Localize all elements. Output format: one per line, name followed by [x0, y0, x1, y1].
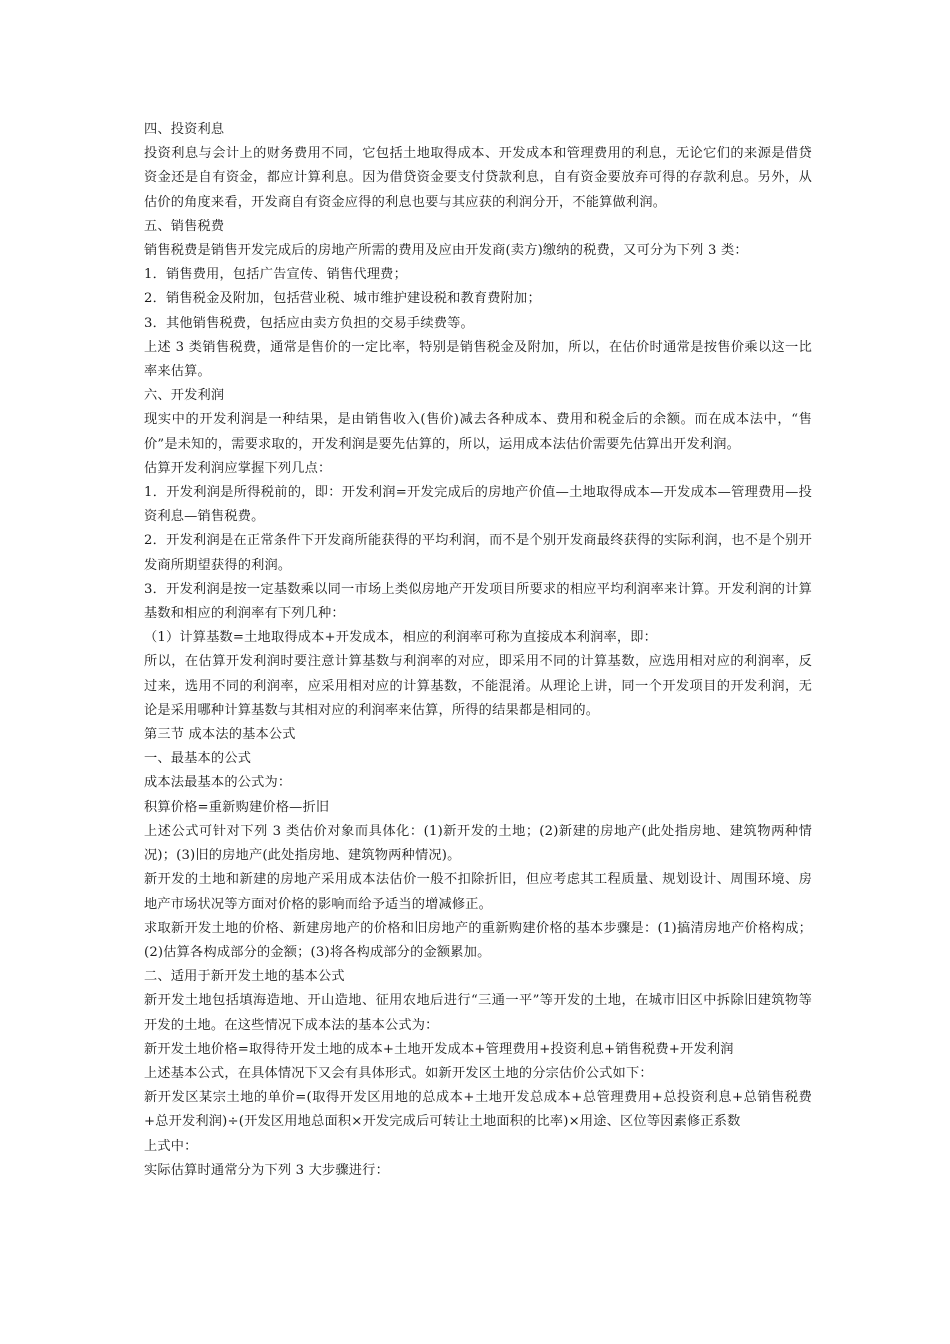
section-heading-new-land-formula: 二、适用于新开发土地的基本公式: [144, 969, 345, 985]
section-heading-development-profit: 六、开发利润: [144, 388, 225, 404]
paragraph-in-formula: 上式中：: [144, 1138, 198, 1154]
document-page: [144, 118, 812, 1183]
paragraph-base-rate-correspondence: 所以，在估算开发利润时要注意计算基数与利润率的对应，即采用不同的计算基数，应选用相对应的利润率，反过来，选用不同的利润率，应采用相对应的计算基数，不能混淆。从理论上讲，同一个开发项目的开发利润，无论是采用哪种计算基数与其相对应的利润率来估算，所得的结果都是相同的。: [144, 654, 812, 718]
list-item-sales-cost: 1．销售费用，包括广告宣传、销售代理费；: [144, 267, 407, 283]
list-item-other-sales-tax: 3．其他销售税费，包括应由卖方负担的交易手续费等。: [144, 315, 474, 331]
formula-parcel-unit-price: 新开发区某宗土地的单价=(取得开发区用地的总成本+土地开发总成本+总管理费用+总投资利息+总销售税费+总开发利润)÷(开发区用地总面积×开发完成后可转让土地面积的比率)×用途、区位等因素修正系数: [144, 1090, 812, 1130]
paragraph-sales-tax-estimate: 上述 3 类销售税费，通常是售价的一定比率，特别是销售税金及附加，所以，在估价时通常是按售价乘以这一比率来估算。: [144, 339, 812, 380]
paragraph-basic-formula-intro: 成本法最基本的公式为：: [144, 775, 292, 791]
paragraph-no-depreciation: 新开发的土地和新建的房地产采用成本法估价一般不扣除折旧，但应考虑其工程质量、规划设计、周围环境、房地产市场状况等方面对价格的影响而给予适当的增减修正。: [144, 872, 812, 912]
paragraph-sales-tax-intro: 销售税费是销售开发完成后的房地产所需的费用及应由开发商(卖方)缴纳的税费，又可分为下列 3 类：: [144, 243, 748, 259]
paragraph-development-profit: 现实中的开发利润是一种结果，是由销售收入(售价)减去各种成本、费用和税金后的余额。而在成本法中，“售价”是未知的，需要求取的，开发利润是要先估算的，所以，运用成本法估价需要先估算出开发利润。: [144, 412, 812, 452]
paragraph-three-steps: 实际估算时通常分为下列 3 大步骤进行：: [144, 1162, 389, 1178]
list-item-profit-average: 2．开发利润是在正常条件下开发商所能获得的平均利润，而不是个别开发商最终获得的实际利润，也不是个别开发商所期望获得的利润。: [144, 533, 812, 573]
list-item-base-direct-cost: （1）计算基数=土地取得成本+开发成本，相应的利润率可称为直接成本利润率，即：: [144, 630, 658, 646]
section-heading-investment-interest: 四、投资利息: [144, 122, 225, 137]
section-heading-most-basic-formula: 一、最基本的公式: [144, 751, 252, 767]
formula-summation-price: 积算价格=重新购建价格—折旧: [144, 799, 330, 815]
formula-new-land-price: 新开发土地价格=取得待开发土地的成本+土地开发成本+管理费用+投资利息+销售税费+开发利润: [144, 1041, 734, 1057]
section-title-basic-formula: 第三节 成本法的基本公式: [144, 727, 296, 743]
paragraph-profit-points-intro: 估算开发利润应掌握下列几点：: [144, 460, 332, 476]
section-heading-sales-tax: 五、销售税费: [144, 218, 225, 234]
paragraph-three-objects: 上述公式可针对下列 3 类估价对象而具体化：(1)新开发的土地；(2)新建的房地产(此处指房地、建筑物两种情况)；(3)旧的房地产(此处指房地、建筑物两种情况)。: [144, 823, 812, 864]
paragraph-specific-forms: 上述基本公式，在具体情况下又会有具体形式。如新开发区土地的分宗估价公式如下：: [144, 1065, 653, 1081]
list-item-profit-before-tax: 1．开发利润是所得税前的，即：开发利润=开发完成后的房地产价值—土地取得成本—开发成本—管理费用—投资利息—销售税费。: [144, 485, 812, 525]
list-item-profit-base: 3．开发利润是按一定基数乘以同一市场上类似房地产开发项目所要求的相应平均利润率来计算。开发利润的计算基数和相应的利润率有下列几种：: [144, 581, 812, 622]
paragraph-new-land-definition: 新开发土地包括填海造地、开山造地、征用农地后进行“三通一平”等开发的土地，在城市旧区中拆除旧建筑物等开发的土地。在这些情况下成本法的基本公式为：: [144, 993, 812, 1033]
paragraph-basic-steps: 求取新开发土地的价格、新建房地产的价格和旧房地产的重新购建价格的基本步骤是：(1)搞清房地产价格构成；(2)估算各构成部分的金额；(3)将各构成部分的金额累加。: [144, 920, 812, 960]
list-item-sales-tax: 2．销售税金及附加，包括营业税、城市维护建设税和教育费附加；: [144, 291, 541, 307]
paragraph-investment-interest: 投资利息与会计上的财务费用不同，它包括土地取得成本、开发成本和管理费用的利息，无论它们的来源是借贷资金还是自有资金，都应计算利息。因为借贷资金要支付贷款利息，自有资金要放弃可得的存款利息。另外，从估价的角度来看，开发商自有资金应得的利息也要与其应获的利润分开，不能算做利润。: [144, 146, 812, 210]
